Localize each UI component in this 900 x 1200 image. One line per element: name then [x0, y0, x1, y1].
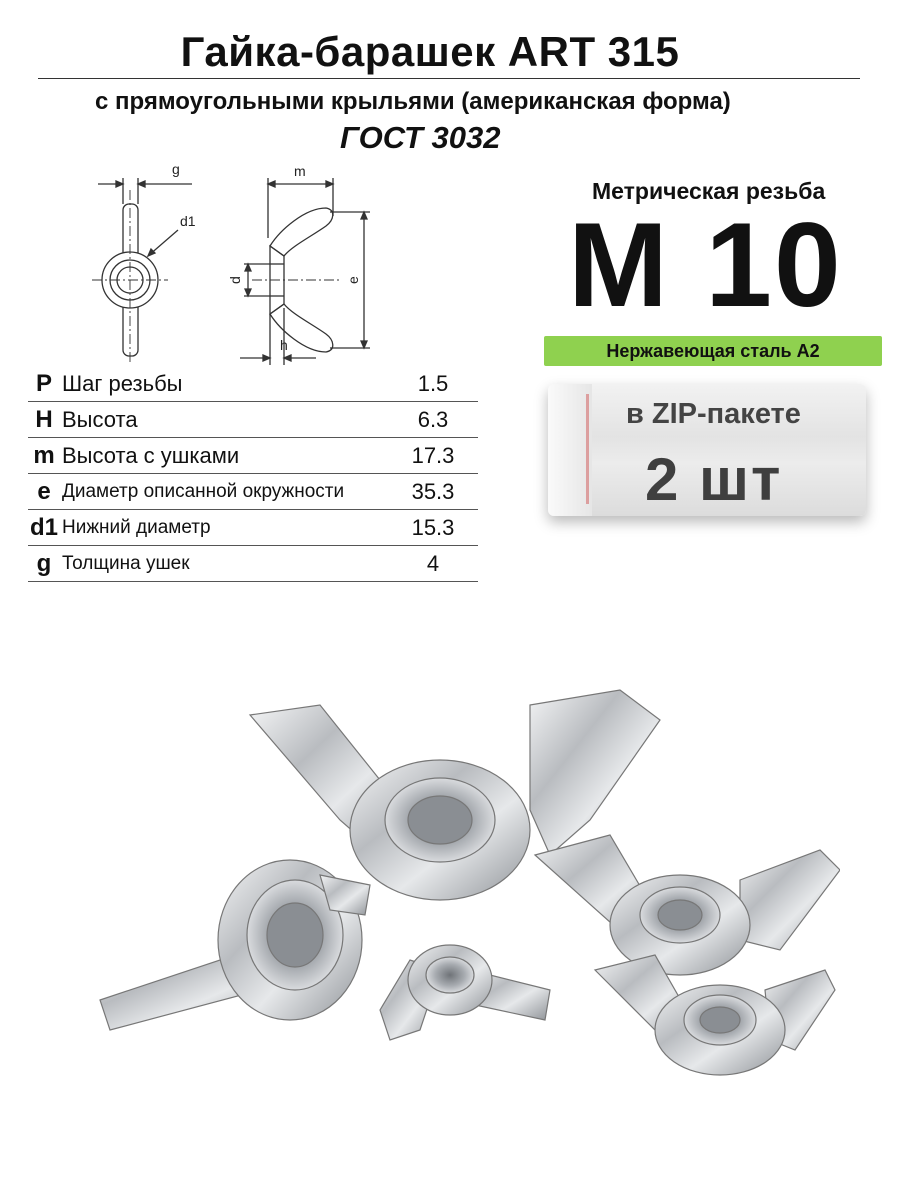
material-badge	[544, 336, 882, 366]
side-view	[240, 178, 370, 365]
table-row	[28, 438, 478, 474]
table-row	[28, 546, 478, 582]
thread-type-label: Метрическая резьба	[592, 178, 826, 204]
dim-label-m: m	[294, 163, 306, 179]
zip-seal-line	[586, 394, 589, 504]
wing-nut-left	[100, 860, 370, 1030]
dim-label-h: h	[280, 337, 288, 353]
spec-value: 17.3	[388, 438, 478, 474]
spec-symbol: e	[28, 474, 60, 510]
dim-label-d1: d1	[180, 213, 196, 229]
spec-value: 35.3	[388, 474, 478, 510]
spec-name: Толщина ушек	[60, 546, 388, 582]
title-divider	[38, 78, 860, 79]
spec-name: Шаг резьбы	[60, 366, 388, 402]
spec-table	[28, 366, 478, 582]
front-view	[92, 178, 192, 365]
spec-symbol: m	[28, 438, 60, 474]
standard-label: ГОСТ 3032	[340, 120, 501, 155]
dim-label-g: g	[172, 161, 180, 177]
spec-value: 1.5	[388, 366, 478, 402]
spec-name: Высота с ушками	[60, 438, 388, 474]
spec-name: Высота	[60, 402, 388, 438]
spec-symbol: H	[28, 402, 60, 438]
spec-symbol: P	[28, 366, 60, 402]
thread-size: М 10	[568, 198, 843, 332]
wing-nut-tiny	[380, 945, 550, 1040]
package-label: в ZIP-пакете	[626, 398, 801, 430]
table-row	[28, 474, 478, 510]
product-subtitle: с прямоугольными крыльями (американская форма)	[95, 88, 731, 115]
material-label: Нержавеющая сталь А2	[606, 340, 820, 361]
wing-nut-bottom	[595, 955, 835, 1075]
table-row	[28, 366, 478, 402]
technical-drawing	[80, 160, 380, 370]
product-photo	[80, 670, 840, 1090]
spec-value: 6.3	[388, 402, 478, 438]
spec-symbol: g	[28, 546, 60, 582]
spec-symbol: d1	[28, 510, 60, 546]
package-count: 2 шт	[645, 446, 783, 513]
wing-nut-right	[535, 835, 840, 975]
spec-name: Нижний диаметр	[60, 510, 388, 546]
product-title: Гайка-барашек ART 315	[180, 28, 680, 75]
spec-value: 15.3	[388, 510, 478, 546]
spec-value: 4	[388, 546, 478, 582]
dim-label-e: e	[345, 276, 361, 284]
dim-label-d: d	[227, 276, 243, 284]
spec-name: Диаметр описанной окружности	[60, 474, 388, 510]
table-row	[28, 510, 478, 546]
table-row	[28, 402, 478, 438]
